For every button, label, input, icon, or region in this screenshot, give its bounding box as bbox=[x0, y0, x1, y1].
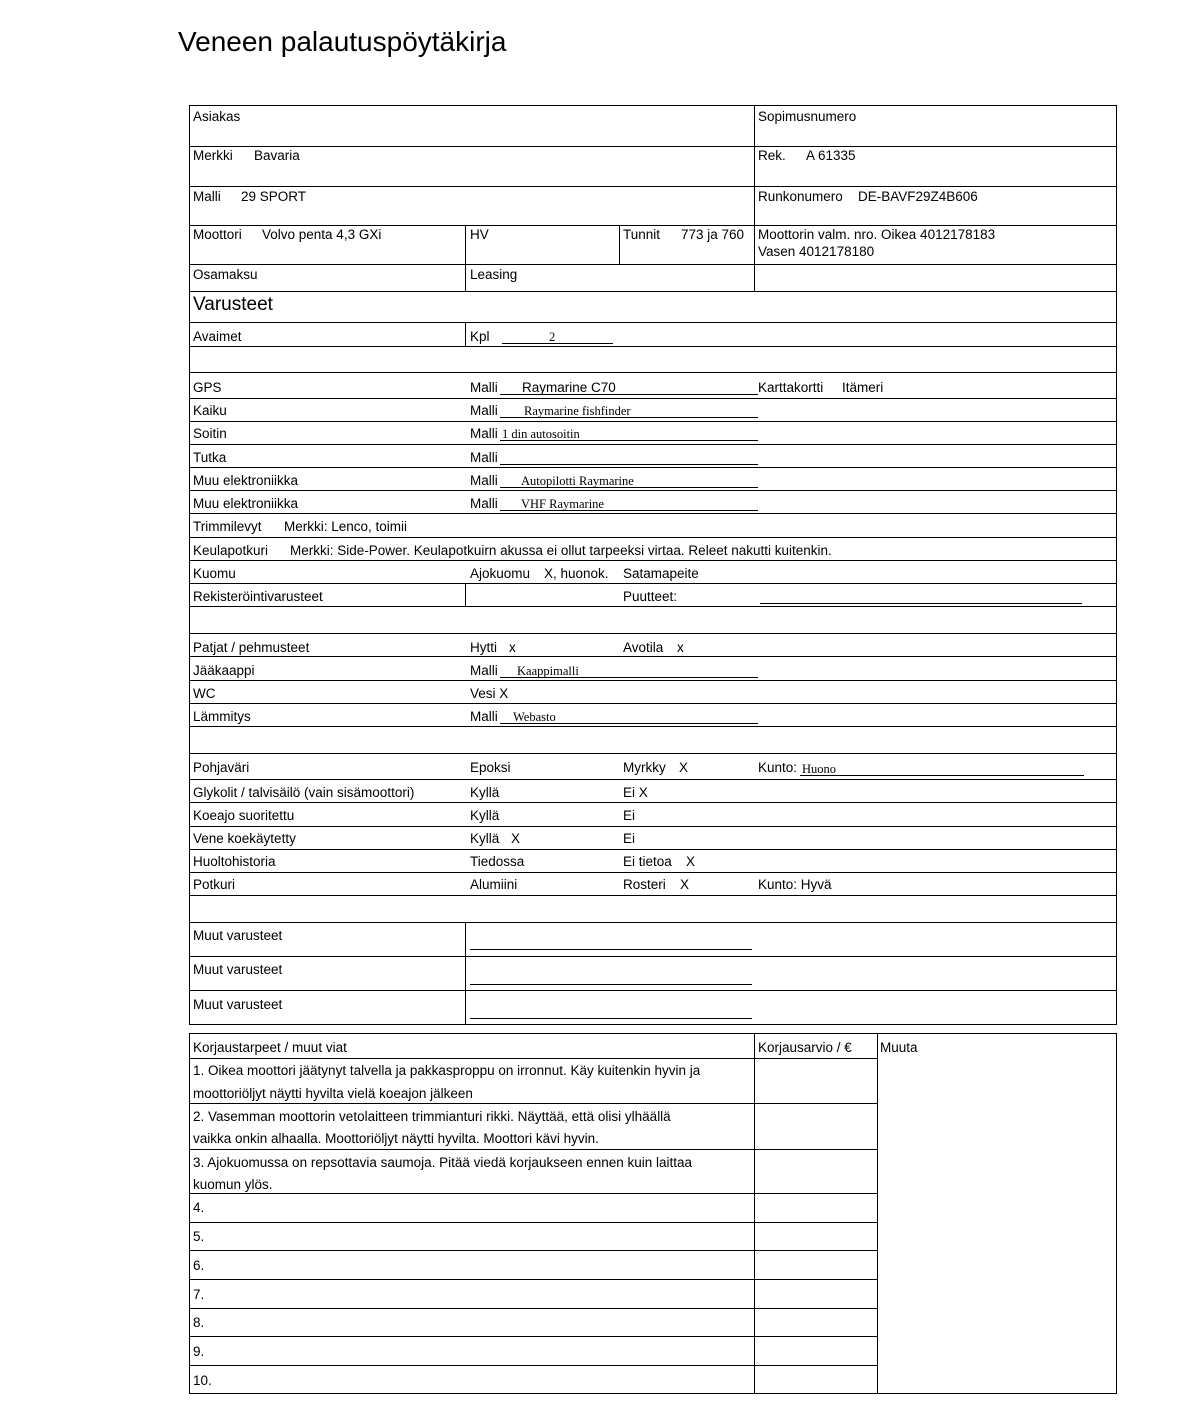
soitin-label: Soitin bbox=[193, 426, 227, 441]
muu1-malli-label: Malli bbox=[470, 473, 498, 488]
hv-label: HV bbox=[470, 227, 489, 242]
pohja-kunto-value: Huono bbox=[802, 762, 837, 776]
karttakortti-value: Itämeri bbox=[842, 380, 884, 395]
moottori-label: Moottori bbox=[193, 227, 242, 242]
kpl-value: 2 bbox=[549, 330, 556, 344]
repair-5-number: 5. bbox=[193, 1229, 205, 1244]
kpl-label: Kpl bbox=[470, 329, 490, 344]
soitin-malli-label: Malli bbox=[470, 426, 498, 441]
kuomu-label: Kuomu bbox=[193, 566, 236, 581]
repair-1-line-2: moottoriöljyt näytti hyvilta vielä koeajon jälkeen bbox=[193, 1086, 473, 1101]
repair-1-line-1: 1. Oikea moottori jäätynyt talvella ja pakkasproppu on irronnut. Käy kuitenkin hyvin ja bbox=[193, 1063, 701, 1078]
repair-8-number: 8. bbox=[193, 1315, 205, 1330]
runkonumero-label: Runkonumero bbox=[758, 189, 843, 204]
malli-label: Malli bbox=[193, 189, 221, 204]
tiedossa-label: Tiedossa bbox=[470, 854, 525, 869]
potkuri-kunto: Kunto: Hyvä bbox=[758, 877, 832, 892]
trimmilevyt-label: Trimmilevyt bbox=[193, 519, 262, 534]
trimmilevyt-value: Merkki: Lenco, toimii bbox=[284, 519, 408, 534]
myrkky-value: X bbox=[679, 760, 689, 775]
avotila-label: Avotila bbox=[623, 640, 664, 655]
muut-varusteet-3-label: Muut varusteet bbox=[193, 997, 283, 1012]
repair-2-line-2: vaikka onkin alhaalla. Moottoriöljyt näytti hyvilta. Moottori kävi hyvin. bbox=[193, 1131, 599, 1146]
koeajo-kylla: Kyllä bbox=[470, 808, 500, 823]
lammitys-label: Lämmitys bbox=[193, 709, 251, 724]
malli-value: 29 SPORT bbox=[241, 189, 307, 204]
repair-7-number: 7. bbox=[193, 1287, 205, 1302]
rek-value: A 61335 bbox=[806, 148, 856, 163]
soitin-malli-value: 1 din autosoitin bbox=[502, 427, 580, 441]
muuta-header: Muuta bbox=[880, 1040, 918, 1055]
repair-9-number: 9. bbox=[193, 1344, 205, 1359]
wc-label: WC bbox=[193, 686, 216, 701]
glykolit-label: Glykolit / talvisäilö (vain sisämoottori) bbox=[193, 785, 415, 800]
gps-label: GPS bbox=[193, 380, 222, 395]
moottorin-valm-nro-vasen: Vasen 4012178180 bbox=[758, 244, 875, 259]
keulapotkuri-value: Merkki: Side-Power. Keulapotkuirn akussa ei ollut tarpeeksi virtaa. Releet nakutti kuitenkin. bbox=[290, 543, 832, 558]
runkonumero-value: DE-BAVF29Z4B606 bbox=[858, 189, 978, 204]
jaakaappi-malli-label: Malli bbox=[470, 663, 498, 678]
rek-label: Rek. bbox=[758, 148, 786, 163]
tunnit-label: Tunnit bbox=[623, 227, 661, 242]
tutka-malli-label: Malli bbox=[470, 450, 498, 465]
hytti-value: x bbox=[509, 640, 516, 655]
asiakas-label: Asiakas bbox=[193, 109, 241, 124]
muut-varusteet-1-label: Muut varusteet bbox=[193, 928, 283, 943]
satamapeite-label: Satamapeite bbox=[623, 566, 699, 581]
vesi-label: Vesi X bbox=[470, 686, 509, 701]
repair-4-number: 4. bbox=[193, 1200, 205, 1215]
lammitys-malli-value: Webasto bbox=[513, 710, 556, 724]
koekaytetty-kylla: Kyllä bbox=[470, 831, 500, 846]
koekaytetty-ei: Ei bbox=[623, 831, 636, 846]
kaiku-malli-label: Malli bbox=[470, 403, 498, 418]
korjaustarpeet-header: Korjaustarpeet / muut viat bbox=[193, 1040, 347, 1055]
rekisterointivarusteet-label: Rekisteröintivarusteet bbox=[193, 589, 323, 604]
repair-2-line-1: 2. Vasemman moottorin vetolaitteen trimmianturi rikki. Näyttää, että olisi ylhäällä bbox=[193, 1109, 671, 1124]
moottorin-valm-nro: Moottorin valm. nro. Oikea 4012178183 bbox=[758, 227, 996, 242]
muu2-malli-value: VHF Raymarine bbox=[521, 497, 604, 511]
muu2-malli-label: Malli bbox=[470, 496, 498, 511]
merkki-value: Bavaria bbox=[254, 148, 300, 163]
koekaytetty-x: X bbox=[511, 831, 521, 846]
jaakaappi-label: Jääkaappi bbox=[193, 663, 255, 678]
osamaksu-label: Osamaksu bbox=[193, 267, 258, 282]
puutteet-label: Puutteet: bbox=[623, 589, 678, 604]
myrkky-label: Myrkky bbox=[623, 760, 666, 775]
pohja-kunto-label: Kunto: bbox=[758, 760, 798, 775]
page-title: Veneen palautuspöytäkirja bbox=[178, 26, 507, 57]
rosteri-label: Rosteri bbox=[623, 877, 666, 892]
karttakortti-label: Karttakortti bbox=[758, 380, 824, 395]
gps-malli-value: Raymarine C70 bbox=[522, 380, 616, 395]
leasing-label: Leasing bbox=[470, 267, 518, 282]
moottori-value: Volvo penta 4,3 GXi bbox=[262, 227, 382, 242]
potkuri-label: Potkuri bbox=[193, 877, 236, 892]
muu-elektroniikka-2-label: Muu elektroniikka bbox=[193, 496, 299, 511]
muu-elektroniikka-1-label: Muu elektroniikka bbox=[193, 473, 299, 488]
sopimusnumero-label: Sopimusnumero bbox=[758, 109, 857, 124]
koeajo-ei: Ei bbox=[623, 808, 636, 823]
epoksi-label: Epoksi bbox=[470, 760, 511, 775]
avaimet-label: Avaimet bbox=[193, 329, 242, 344]
glykolit-kylla: Kyllä bbox=[470, 785, 500, 800]
tutka-label: Tutka bbox=[193, 450, 227, 465]
alumiini-label: Alumiini bbox=[470, 877, 518, 892]
merkki-label: Merkki bbox=[193, 148, 233, 163]
glykolit-ei: Ei X bbox=[623, 785, 648, 800]
korjausarvio-header: Korjausarvio / € bbox=[758, 1040, 852, 1055]
lammitys-malli-label: Malli bbox=[470, 709, 498, 724]
kaiku-malli-value: Raymarine fishfinder bbox=[524, 404, 631, 418]
ei-tietoa-label: Ei tietoa bbox=[623, 854, 672, 869]
tunnit-value: 773 ja 760 bbox=[681, 227, 745, 242]
ei-tietoa-x: X bbox=[686, 854, 696, 869]
jaakaappi-malli-value: Kaappimalli bbox=[517, 664, 579, 678]
keulapotkuri-label: Keulapotkuri bbox=[193, 543, 269, 558]
hytti-label: Hytti bbox=[470, 640, 497, 655]
huoltohistoria-label: Huoltohistoria bbox=[193, 854, 276, 869]
koekaytetty-label: Vene koekäytetty bbox=[193, 831, 296, 846]
koeajo-label: Koeajo suoritettu bbox=[193, 808, 295, 823]
kaiku-label: Kaiku bbox=[193, 403, 227, 418]
repair-10-number: 10. bbox=[193, 1373, 212, 1388]
repair-6-number: 6. bbox=[193, 1258, 205, 1273]
rosteri-x: X bbox=[680, 877, 690, 892]
ajokuomu-value: X, huonok. bbox=[544, 566, 609, 581]
varusteet-heading: Varusteet bbox=[193, 294, 273, 315]
pohjavari-label: Pohjaväri bbox=[193, 760, 250, 775]
repair-3-line-1: 3. Ajokuomussa on repsottavia saumoja. Pitää viedä korjaukseen ennen kuin laittaa bbox=[193, 1155, 693, 1170]
ajokuomu-label: Ajokuomu bbox=[470, 566, 531, 581]
muut-varusteet-2-label: Muut varusteet bbox=[193, 962, 283, 977]
patjat-label: Patjat / pehmusteet bbox=[193, 640, 310, 655]
repair-3-line-2: kuomun ylös. bbox=[193, 1177, 273, 1192]
avotila-value: x bbox=[677, 640, 684, 655]
gps-malli-label: Malli bbox=[470, 380, 498, 395]
muu1-malli-value: Autopilotti Raymarine bbox=[521, 474, 634, 488]
